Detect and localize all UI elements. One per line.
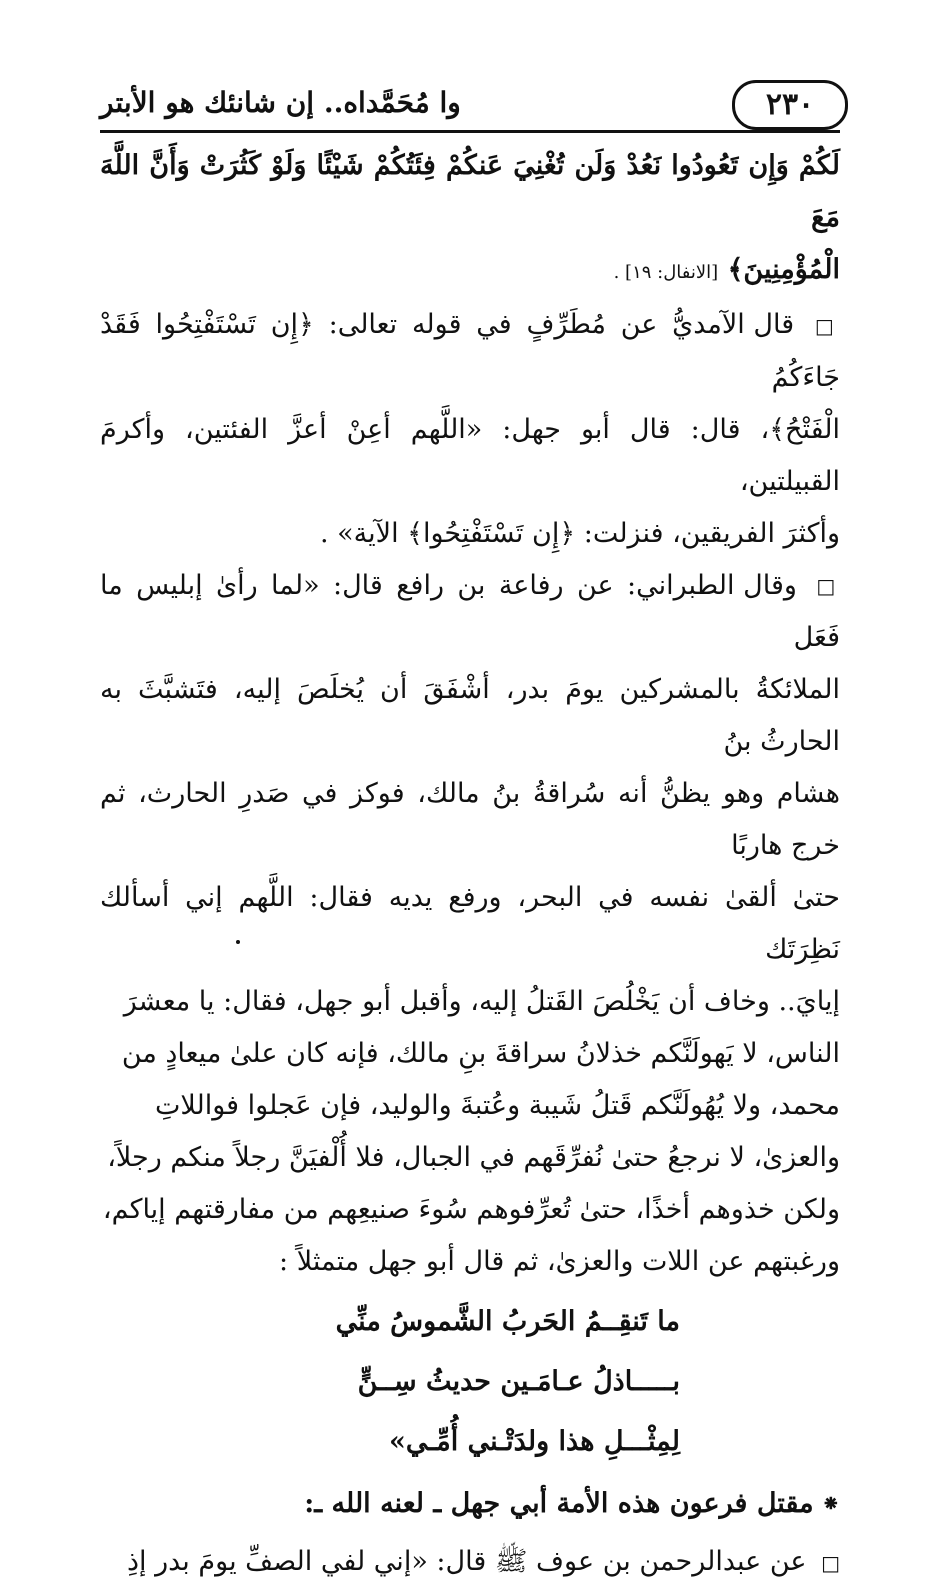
paragraph-abdulrahman	[100, 1536, 840, 1589]
quran-continuation	[100, 140, 840, 299]
quran-reference: [الانفال: ١٩] .	[613, 262, 719, 283]
paragraph-amidi	[100, 299, 840, 560]
page-number-badge	[732, 80, 848, 130]
para-text-line: ولكن خذوهم أخذًا، حتىٰ تُعرِّفوهم سُوءَ صنيعِهم من مفارقتهم إياكم،	[102, 1194, 840, 1225]
paragraph-box-icon: □	[821, 1550, 840, 1575]
para-text-line: حتىٰ ألقىٰ نفسه في البحر، ورفع يديه فقال: اللَّهم إني أسألك نَظِرَتَك	[100, 882, 840, 965]
paragraph-box-icon: □	[816, 574, 841, 598]
para-text-line: إيايَ.. وخاف أن يَخْلُصَ القَتلُ إليه، وأقبل أبو جهل، فقال: يا معشرَ	[123, 986, 840, 1017]
para-text-line: الْفَتْحُ﴾، قال: قال أبو جهل: «اللَّهم أعِنْ أعزَّ الفئتين، وأكرمَ القبيلتين،	[100, 413, 840, 497]
quran-line-2: الْمُؤْمِنِينَ﴾	[727, 254, 840, 285]
para-text-line: عن عبدالرحمن بن عوف ﷺ قال: «إني لفي الصفِّ يومَ بدر إذِ	[126, 1546, 807, 1577]
running-title: وا مُحَمَّداه.. إن شانئك هو الأبتر	[100, 86, 461, 119]
paragraph-box-icon: □	[814, 313, 840, 338]
section-heading-text: مقتل فرعون هذه الأمة أبي جهل ـ لعنه الله ـ:	[304, 1488, 814, 1519]
para-text-line: والعزىٰ، لا نرجعُ حتىٰ نُفرِّقَهم في الجبال، فلا أُلْفيَنَّ رجلاً منكم رجلاً،	[107, 1142, 840, 1173]
page-number: ٢٣٠	[765, 87, 815, 122]
para-text-line: قال الآمديُّ عن مُطَرِّفٍ في قوله تعالى: ﴿إِن تَسْتَفْتِحُوا فَقَدْ جَاءَكُمُ	[100, 309, 840, 393]
para-text-line: ورغبتهم عن اللات والعزىٰ، ثم قال أبو جهل متمثلاً :	[279, 1246, 840, 1277]
verse-line: ما تَنقِــمُ الحَربُ الشَّموسُ منِّي	[335, 1306, 680, 1337]
para-text-line: الملائكةُ بالمشركين يومَ بدر، أشْفَقَ أن يُخلَصَ إليه، فتَشبَّثَ به الحارثُ بنُ	[100, 674, 840, 757]
para-text-line: وأكثرَ الفريقين، فنزلت: ﴿إِن تَسْتَفْتِحُوا﴾ الآية» .	[320, 517, 840, 549]
verse-line: بـــــاذلُ عـامَـين حديثُ سِــنٍّ	[357, 1366, 680, 1397]
para-text-line: هشام وهو يظنُّ أنه سُراقةُ بنُ مالك، فوكز في صَدرِ الحارث، ثم خرج هاربًا	[100, 778, 840, 861]
para-text-line: الناس، لا يَهولَنَّكم خذلانُ سراقةَ بنِ مالك، فإنه كان علىٰ ميعادٍ من	[121, 1038, 840, 1069]
asterisk-icon: ⁕	[821, 1491, 840, 1517]
para-text-line: محمد، ولا يُهُولَنَّكم قَتلُ شَيبة وعُتبةَ والوليد، فإن عَجلوا فواللاتِ	[154, 1090, 840, 1121]
poem-verses	[100, 1292, 840, 1472]
section-heading	[100, 1478, 840, 1530]
quran-line-1: لَكُمْ وَإِن تَعُودُوا نَعُدْ وَلَن تُغْنِيَ عَنكُمْ فِئَتُكُمْ شَيْئًا وَلَوْ كَثُرَتْ وَأَنَّ اللَّهَ مَعَ	[100, 150, 840, 233]
page-body	[100, 140, 840, 1589]
para-text-line: وقال الطبراني: عن رفاعة بن رافع قال: «لما رأىٰ إبليس ما فَعَل	[100, 569, 840, 653]
verse-line: لِمِثْـــلِ هذا ولدَتْـني أُمِّـي»	[388, 1426, 680, 1457]
page-header	[100, 70, 840, 133]
paragraph-tabarani	[100, 560, 840, 1289]
